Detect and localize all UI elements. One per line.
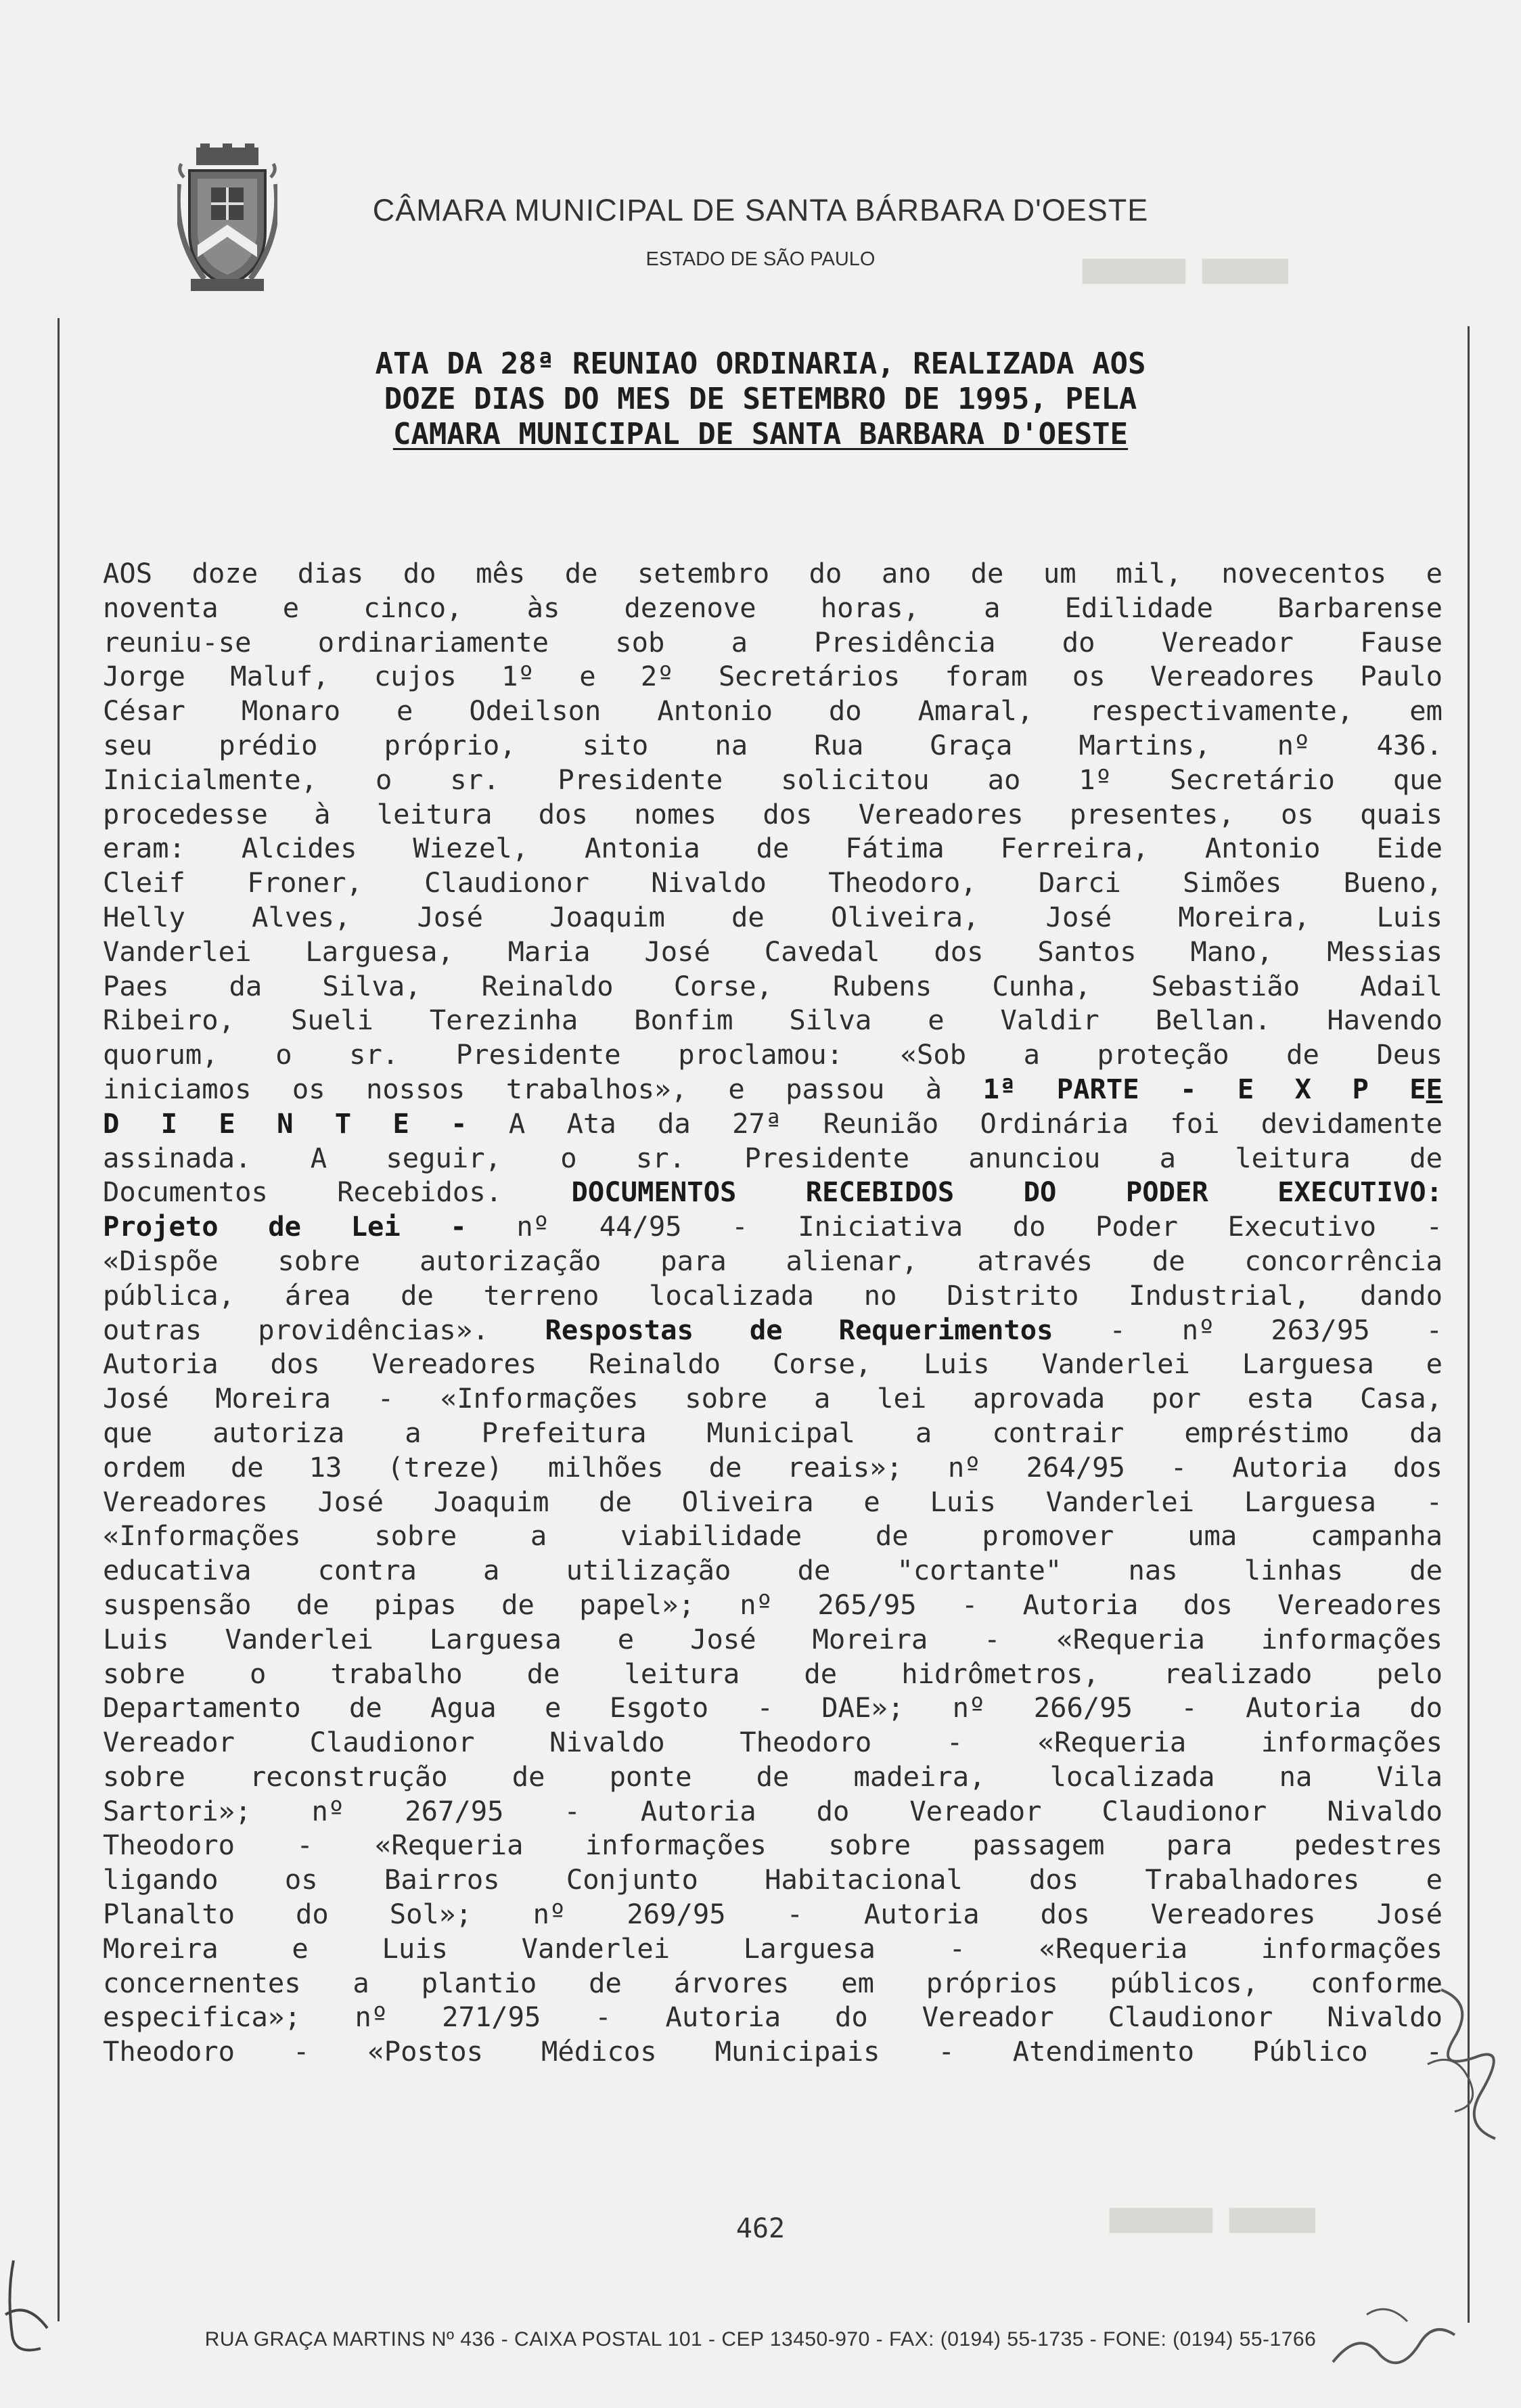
body-line: Autoria dos Vereadores Reinaldo Corse, Luis Vanderlei Larguesa e xyxy=(103,1347,1443,1381)
margin-initials-signature xyxy=(0,2254,61,2389)
body-line-mixed: D I E N T E - A Ata da 27ª Reunião Ordinária foi devidamente xyxy=(103,1107,1443,1140)
body-line: sobre o trabalho de leitura de hidrômetros, realizado pelo xyxy=(103,1657,1443,1690)
body-line: especifica»; nº 271/95 - Autoria do Vereador Claudionor Nivaldo xyxy=(103,2001,1443,2034)
bleed-through-decoration: ▆▆▆▆▆ ▆▆▆▆▆▆ xyxy=(1110,2200,1315,2233)
body-line: César Monaro e Odeilson Antonio do Amaral, respectivamente, em xyxy=(103,694,1443,728)
body-line: ligando os Bairros Conjunto Habitacional dos Trabalhadores e xyxy=(103,1863,1443,1896)
body-line: Vereadores José Joaquim de Oliveira e Luis Vanderlei Larguesa - xyxy=(103,1485,1443,1518)
heading-respostas-requerimentos: Respostas de Requerimentos xyxy=(545,1313,1053,1346)
organization-name: CÂMARA MUNICIPAL DE SANTA BÁRBARA D'OESTE xyxy=(372,193,1149,227)
left-margin-rule xyxy=(58,318,60,2321)
body-line: seu prédio próprio, sito na Rua Graça Martins, nº 436. xyxy=(103,728,1443,761)
body-line: pública, área de terreno localizada no Distrito Industrial, dando xyxy=(103,1278,1443,1312)
bleed-through-decoration: ▆▆▆▆▆ ▆▆▆▆▆▆ xyxy=(1083,250,1288,284)
body-line: assinada. A seguir, o sr. Presidente anunciou a leitura de xyxy=(103,1141,1443,1174)
body-line: Cleif Froner, Claudionor Nivaldo Theodoro, Darci Simões Bueno, xyxy=(103,866,1443,899)
section-heading-expediente-cont: D I E N T E - xyxy=(103,1107,468,1140)
body-line: ordem de 13 (treze) milhões de reais»; nº 264/95 - Autoria dos xyxy=(103,1450,1443,1484)
body-line: Moreira e Luis Vanderlei Larguesa - «Requeria informações xyxy=(103,1932,1443,1965)
heading-projeto-de-lei: Projeto de Lei - xyxy=(103,1210,467,1243)
body-line: reuniu-se ordinariamente sob a Presidência do Vereador Fause xyxy=(103,625,1443,659)
body-line: José Moreira - «Informações sobre a lei aprovada por esta Casa, xyxy=(103,1382,1443,1415)
body-line-mixed: outras providências». Respostas de Requerimentos - nº 263/95 - xyxy=(103,1313,1443,1346)
page-number: 462 xyxy=(735,2213,786,2244)
section-heading-expediente: 1ª PARTE - E X P E xyxy=(982,1072,1426,1105)
body-line: Ribeiro, Sueli Terezinha Bonfim Silva e Valdir Bellan. Havendo xyxy=(103,1004,1443,1037)
body-line-mixed: Documentos Recebidos. DOCUMENTOS RECEBIDOS DO PODER EXECUTIVO: xyxy=(103,1176,1443,1209)
body-line: concernentes a plantio de árvores em próprios públicos, conforme xyxy=(103,1966,1443,1999)
heading-documentos-executivo: DOCUMENTOS RECEBIDOS DO PODER EXECUTIVO: xyxy=(571,1176,1443,1209)
body-line: Planalto do Sol»; nº 269/95 - Autoria dos Vereadores José xyxy=(103,1898,1443,1931)
body-line: que autoriza a Prefeitura Municipal a contrair empréstimo da xyxy=(103,1416,1443,1449)
body-line: suspensão de pipas de papel»; nº 265/95 - Autoria dos Vereadores xyxy=(103,1588,1443,1621)
title-line-1: ATA DA 28ª REUNIAO ORDINARIA, REALIZADA AOS xyxy=(375,347,1146,381)
organization-state: ESTADO DE SÃO PAULO xyxy=(645,248,876,270)
body-line: Luis Vanderlei Larguesa e José Moreira - «Requeria informações xyxy=(103,1622,1443,1655)
body-line: noventa e cinco, às dezenove horas, a Edilidade Barbarense xyxy=(103,591,1443,624)
body-line: sobre reconstrução de ponte de madeira, localizada na Vila xyxy=(103,1760,1443,1793)
body-line: Jorge Maluf, cujos 1º e 2º Secretários foram os Vereadores Paulo xyxy=(103,660,1443,693)
document-title xyxy=(101,347,1420,452)
body-line: eram: Alcides Wiezel, Antonia de Fátima Ferreira, Antonio Eide xyxy=(103,832,1443,865)
minutes-body xyxy=(103,556,1443,2069)
body-line: Departamento de Agua e Esgoto - DAE»; nº 266/95 - Autoria do xyxy=(103,1691,1443,1724)
body-line-mixed: iniciamos os nossos trabalhos», e passou à 1ª PARTE - E X P EE xyxy=(103,1072,1443,1105)
letterhead-footer: RUA GRAÇA MARTINS Nº 436 - CAIXA POSTAL 101 - CEP 13450-970 - FAX: (0194) 55-1735 - FONE: (0194) 55-1766 xyxy=(204,2328,1317,2350)
footer-signature xyxy=(1319,2288,1468,2382)
body-line: Vereador Claudionor Nivaldo Theodoro - «Requeria informações xyxy=(103,1726,1443,1759)
title-line-2: DOZE DIAS DO MES DE SETEMBRO DE 1995, PELA xyxy=(384,382,1137,416)
body-line: procedesse à leitura dos nomes dos Vereadores presentes, os quais xyxy=(103,797,1443,830)
body-line: Paes da Silva, Reinaldo Corse, Rubens Cunha, Sebastião Adail xyxy=(103,969,1443,1002)
body-line: Helly Alves, José Joaquim de Oliveira, José Moreira, Luis xyxy=(103,900,1443,933)
body-line: Sartori»; nº 267/95 - Autoria do Vereador Claudionor Nivaldo xyxy=(103,1794,1443,1827)
body-line: educativa contra a utilização de "cortante" nas linhas de xyxy=(103,1554,1443,1587)
body-line-mixed: Projeto de Lei - nº 44/95 - Iniciativa do Poder Executivo - xyxy=(103,1210,1443,1243)
margin-signature xyxy=(1414,1976,1516,2152)
body-line: Inicialmente, o sr. Presidente solicitou ao 1º Secretário que xyxy=(103,763,1443,796)
body-line: Theodoro - «Postos Médicos Municipais - Atendimento Público - xyxy=(103,2035,1443,2068)
body-line: «Dispõe sobre autorização para alienar, através de concorrência xyxy=(103,1244,1443,1277)
body-line: AOS doze dias do mês de setembro do ano de um mil, novecentos e xyxy=(103,557,1443,589)
body-line: quorum, o sr. Presidente proclamou: «Sob a proteção de Deus xyxy=(103,1038,1443,1071)
body-line: Vanderlei Larguesa, Maria José Cavedal dos Santos Mano, Messias xyxy=(103,935,1443,968)
body-line: Theodoro - «Requeria informações sobre passagem para pedestres xyxy=(103,1829,1443,1862)
title-line-3: CAMARA MUNICIPAL DE SANTA BARBARA D'OESTE xyxy=(392,417,1129,451)
body-line: «Informações sobre a viabilidade de promover uma campanha xyxy=(103,1519,1443,1553)
